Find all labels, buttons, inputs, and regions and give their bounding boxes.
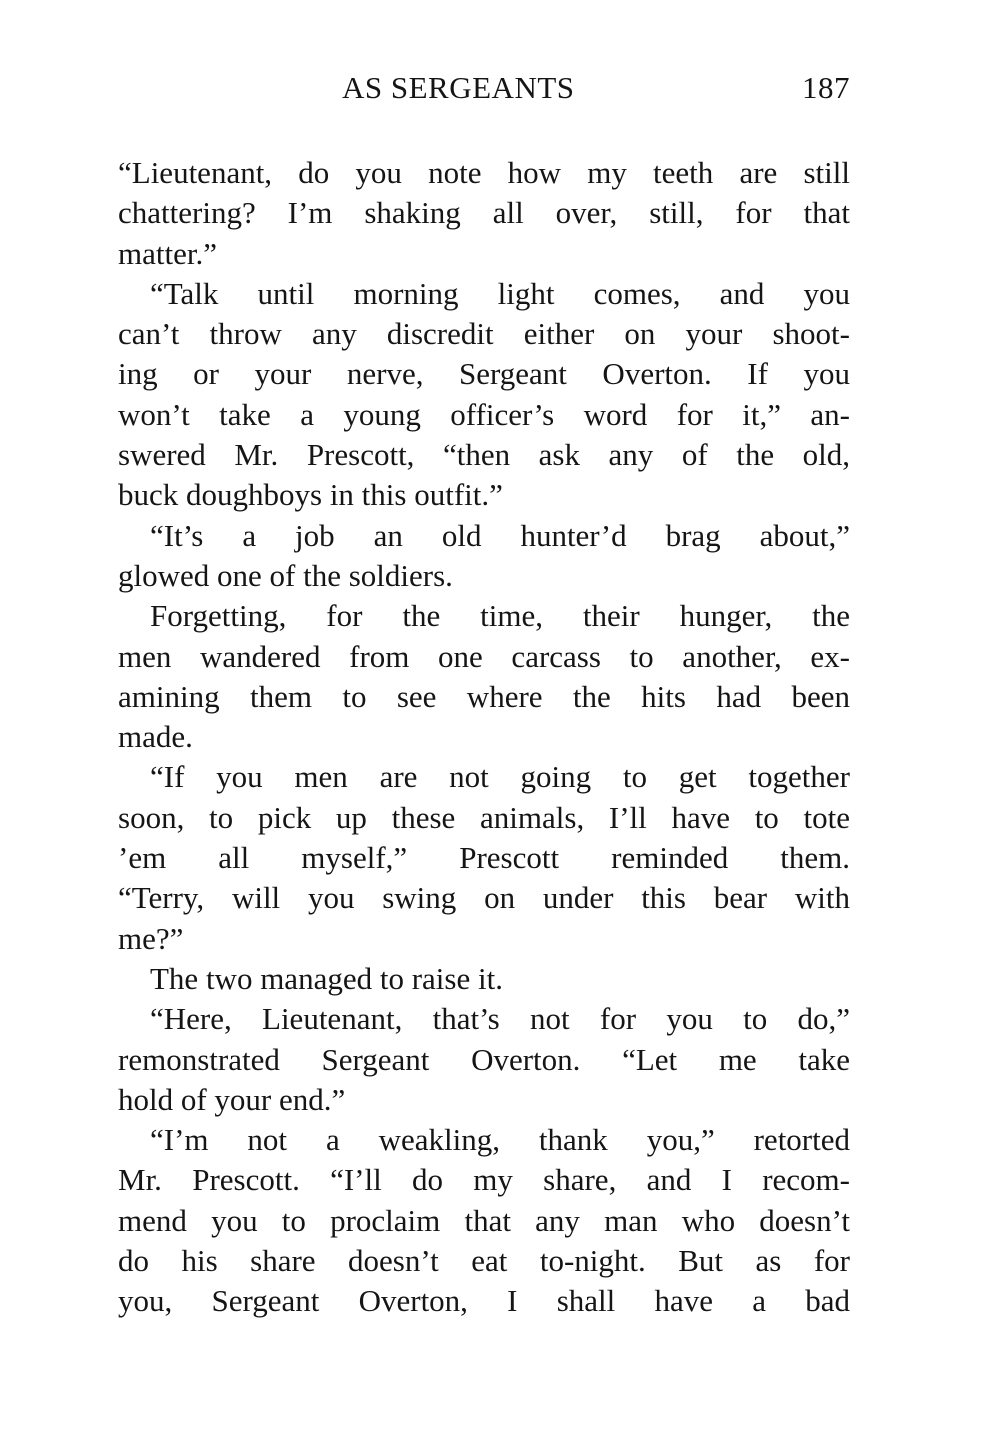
text-line: glowed one of the soldiers. <box>118 557 453 593</box>
text-line: “Talk until morning light comes, and you <box>150 275 850 311</box>
text-line: “It’s a job an old hunter’d brag about,” <box>150 517 850 553</box>
text-line: “I’m not a weakling, thank you,” retorted <box>150 1122 850 1158</box>
text-line: buck doughboys in this outfit.” <box>118 477 503 513</box>
text-line: hold of your end.” <box>118 1081 346 1117</box>
text-line: “If you men are not going to get together <box>150 759 850 795</box>
text-line: “Lieutenant, do you note how my teeth are still <box>118 155 850 190</box>
text-line: amining them to see where the hits had been <box>118 678 850 714</box>
text-line: chattering? I’m shaking all over, still, for that <box>118 195 850 231</box>
body-text <box>118 153 850 1322</box>
text-line: ing or your nerve, Sergeant Overton. If you <box>118 356 850 392</box>
text-line: “Terry, will you swing on under this bear with <box>118 880 850 916</box>
text-line: won’t take a young officer’s word for it,” an- <box>118 396 850 432</box>
running-head <box>118 70 850 116</box>
running-title: AS SERGEANTS <box>342 70 575 105</box>
text-line: me?” <box>118 920 184 956</box>
text-line: remonstrated Sergeant Overton. “Let me take <box>118 1041 850 1077</box>
text-line: made. <box>118 719 193 755</box>
text-line: mend you to proclaim that any man who doesn’t <box>118 1202 850 1238</box>
text-line: soon, to pick up these animals, I’ll have to tote <box>118 799 850 835</box>
text-line: Mr. Prescott. “I’ll do my share, and I recom- <box>118 1162 850 1198</box>
page-number: 187 <box>802 70 850 105</box>
text-line: men wandered from one carcass to another, ex- <box>118 638 850 674</box>
text-line: can’t throw any discredit either on your shoot- <box>118 316 850 352</box>
text-line: ’em all myself,” Prescott reminded them. <box>118 840 850 876</box>
text-line: matter.” <box>118 235 217 271</box>
text-line: The two managed to raise it. <box>150 960 503 996</box>
text-line: swered Mr. Prescott, “then ask any of the old, <box>118 437 850 473</box>
text-line: “Here, Lieutenant, that’s not for you to do,” <box>150 1001 850 1037</box>
text-line: do his share doesn’t eat to-night. But as for <box>118 1243 850 1279</box>
text-line: you, Sergeant Overton, I shall have a bad <box>118 1283 850 1319</box>
text-line: Forgetting, for the time, their hunger, the <box>150 598 850 634</box>
